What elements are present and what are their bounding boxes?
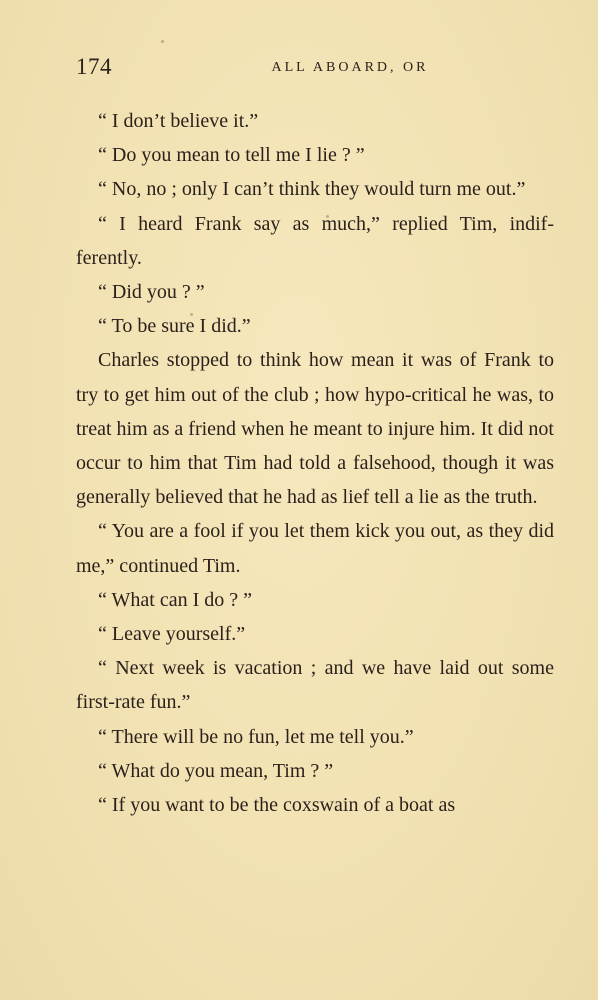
paragraph: “ Leave yourself.” [98,623,246,646]
paragraph: Charles stopped to think how mean it was of Frank to try to get him out of the club ; how hypo-critical he was, to treat him as a friend when he meant to injure him. It did not occur to him that Tim had told a falsehood, though it was generally believed that he had as lief tell a lie as the truth. [76,349,554,509]
paragraph: “ No, no ; only I can’t think they would turn me out.” [98,178,526,201]
paragraph: “ What can I do ? ” [98,588,252,611]
running-head: ALL ABOARD, OR [271,60,429,75]
paragraph: “ Next week is vacation ; and we have laid out some first-rate fun.” [76,657,554,714]
page-number: 174 [76,54,112,79]
body-text [76,104,554,822]
paragraph: “ Do you mean to tell me I lie ? ” [98,144,365,167]
paragraph: “ To be sure I did.” [98,315,251,338]
paragraph: “ What do you mean, Tim ? ” [98,759,334,782]
paragraph: “ You are a fool if you let them kick you out, as they did me,” continued Tim. [76,520,554,577]
page-header [76,54,554,84]
paragraph: “ I don’t believe it.” [98,110,259,132]
paper-speck [161,40,164,43]
paragraph: “ I heard Frank say as much,” replied Tim, indif-ferently. [76,212,554,269]
paragraph: “ Did you ? ” [98,281,205,304]
paragraph: “ There will be no fun, let me tell you.” [98,725,414,748]
paragraph: “ If you want to be the coxswain of a boat as [98,794,456,817]
